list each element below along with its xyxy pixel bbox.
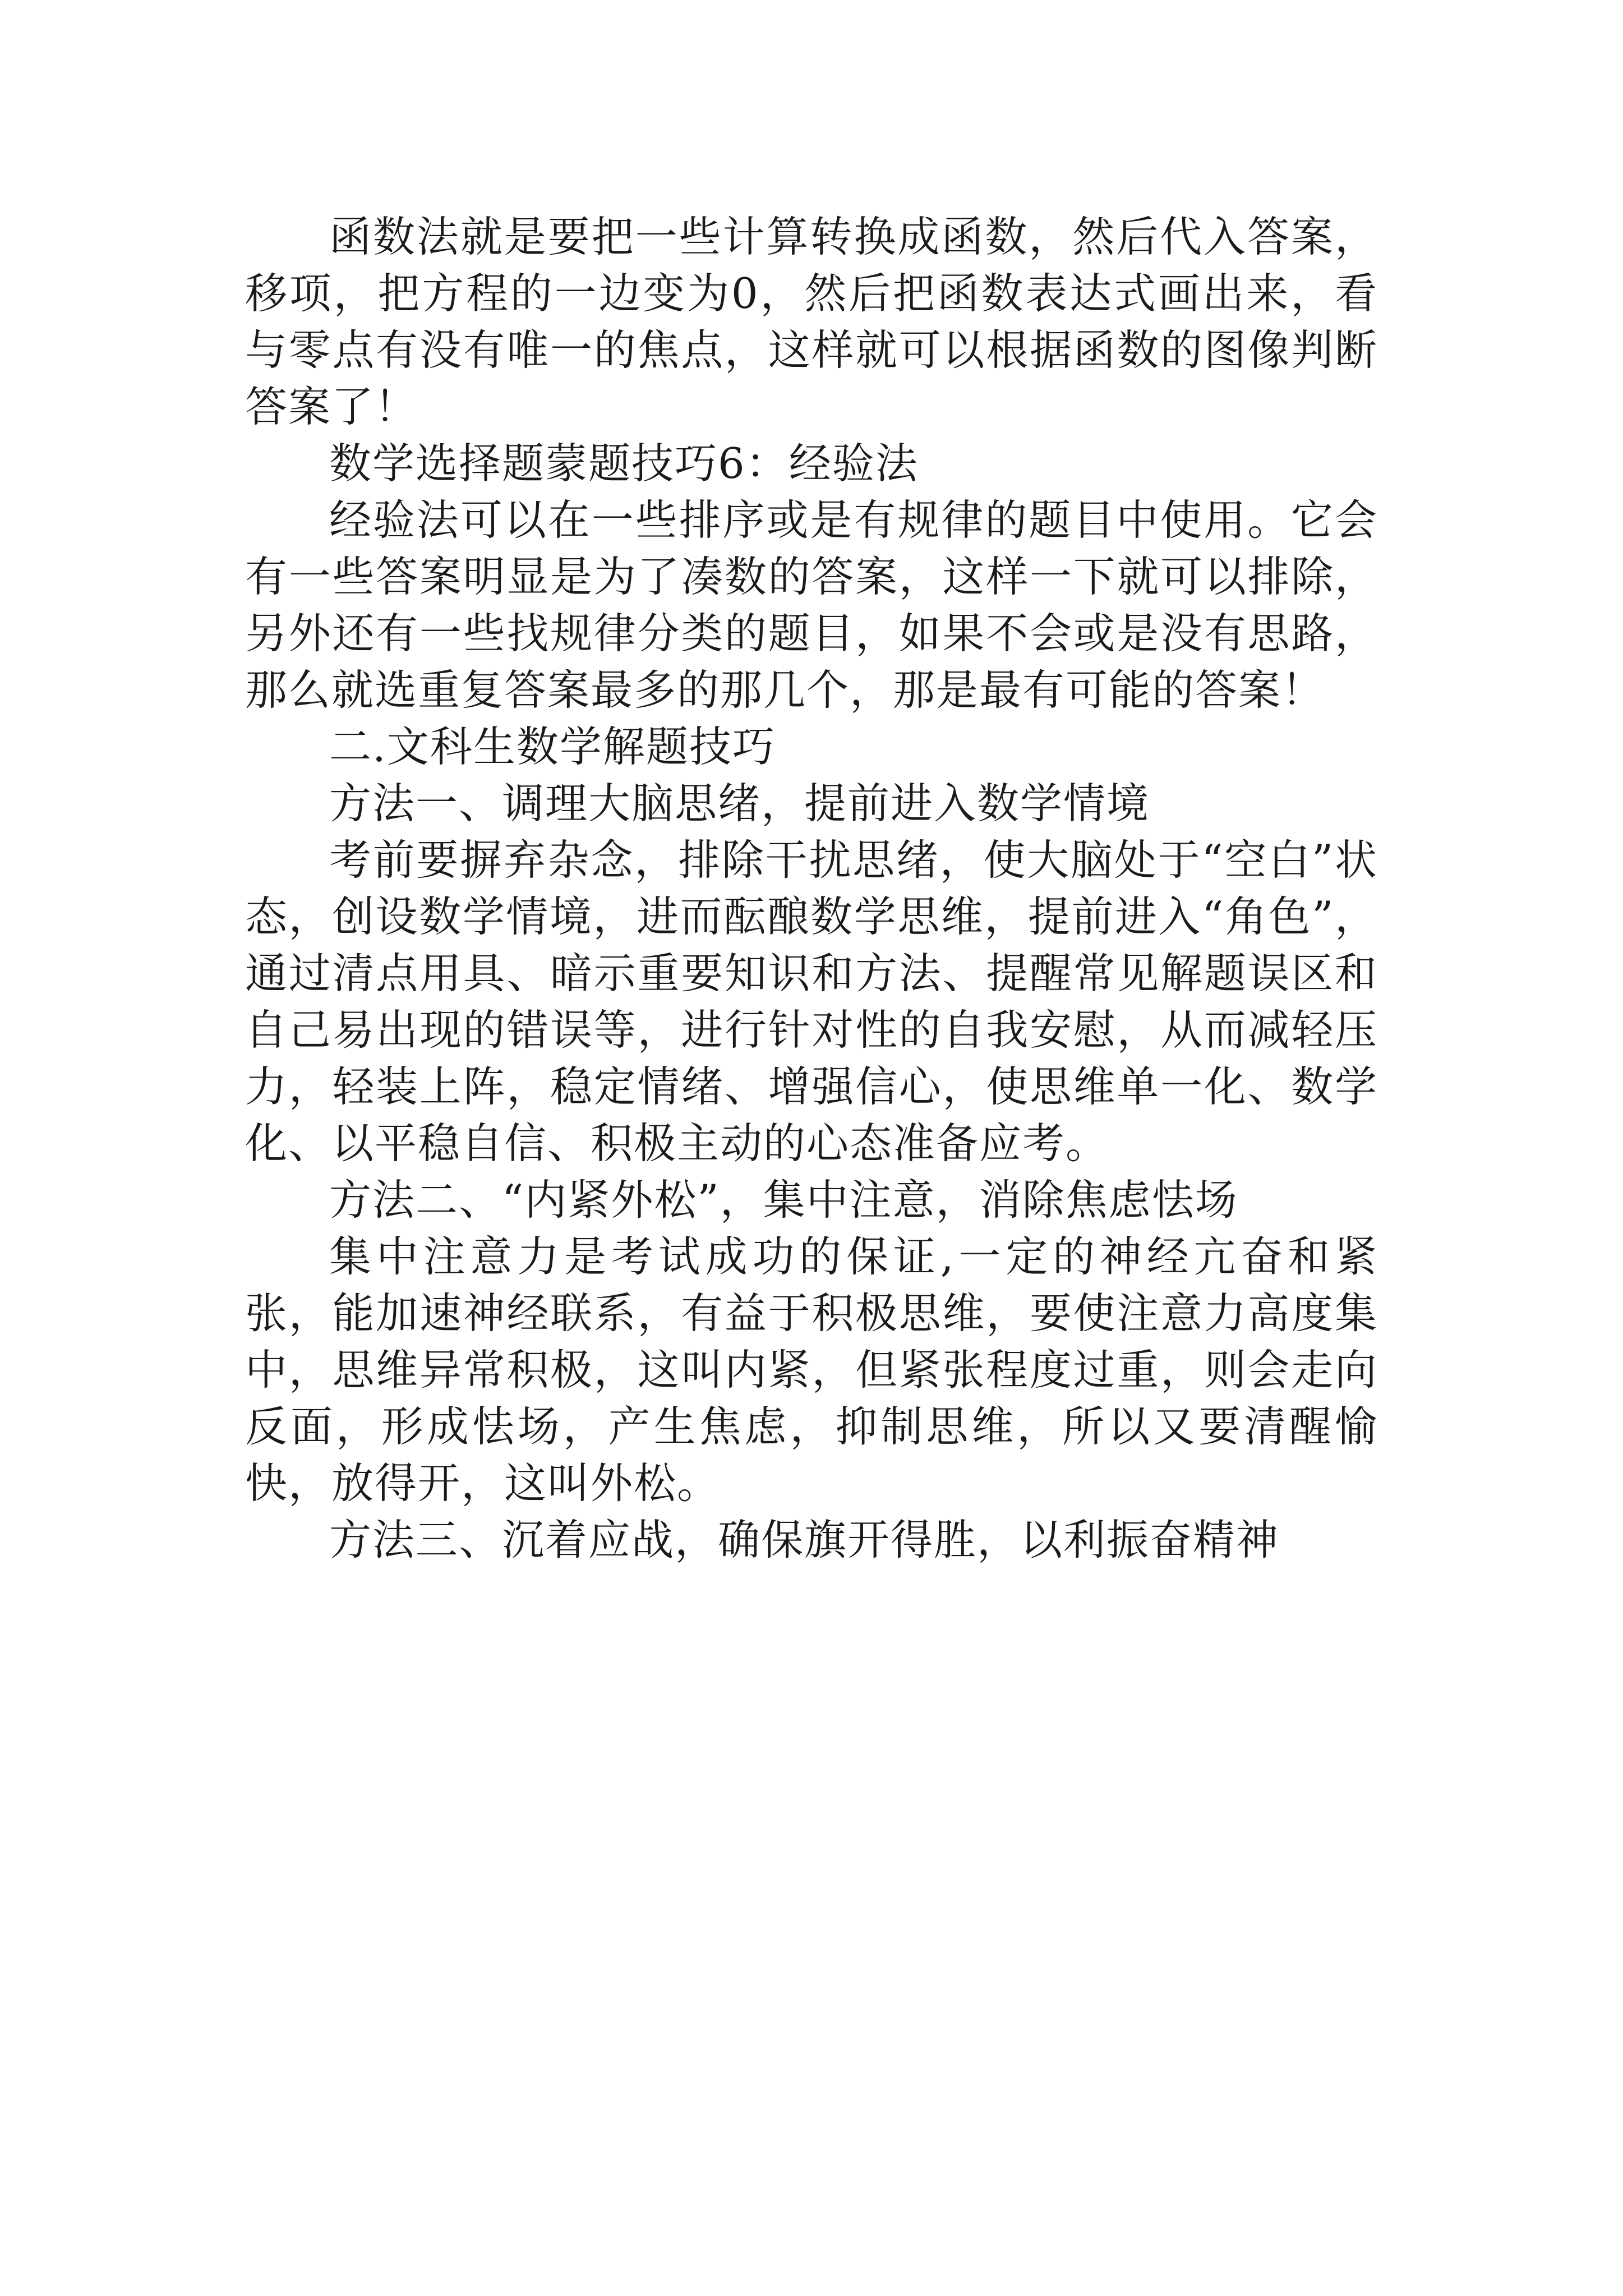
paragraph-method-1: 考前要摒弃杂念，排除干扰思绪，使大脑处于“空白”状态，创设数学情境，进而酝酿数学思维，提前进入“角色”，通过清点用具、暗示重要知识和方法、提醒常见解题误区和自己易出现的错误等，进行针对性的自我安慰，从而减轻压力，轻装上阵，稳定情绪、增强信心，使思维单一化、数学化、以平稳自信、积极主动的心态准备应考。 <box>245 835 1378 1168</box>
heading-section-2-liberal-arts-tips: 二.文科生数学解题技巧 <box>329 722 776 771</box>
paragraph-method-2: 集中注意力是考试成功的保证,一定的神经亢奋和紧张，能加速神经联系，有益于积极思维，要使注意力高度集中，思维异常积极，这叫内紧，但紧张程度过重，则会走向反面，形成怯场，产生焦虑，抑制思维，所以又要清醒愉快，放得开，这叫外松。 <box>245 1232 1378 1508</box>
heading-method-2: 方法二、“内紧外松”，集中注意，消除焦虑怯场 <box>329 1175 1238 1225</box>
paragraph-experience-method: 经验法可以在一些排序或是有规律的题目中使用。它会有一些答案明显是为了凑数的答案，这样一下就可以排除，另外还有一些找规律分类的题目，如果不会或是没有思路，那么就选重复答案最多的那几个，那是最有可能的答案！ <box>245 495 1378 715</box>
heading-method-3: 方法三、沉着应战，确保旗开得胜，以利振奋精神 <box>329 1515 1280 1565</box>
heading-method-1: 方法一、调理大脑思绪，提前进入数学情境 <box>329 779 1150 828</box>
document-body <box>245 209 1378 1568</box>
heading-tip-6-experience-method: 数学选择题蒙题技巧6：经验法 <box>329 439 919 488</box>
paragraph-function-method: 函数法就是要把一些计算转换成函数，然后代入答案，移项，把方程的一边变为0，然后把函数表达式画出来，看与零点有没有唯一的焦点，这样就可以根据函数的图像判断答案了！ <box>245 212 1378 431</box>
